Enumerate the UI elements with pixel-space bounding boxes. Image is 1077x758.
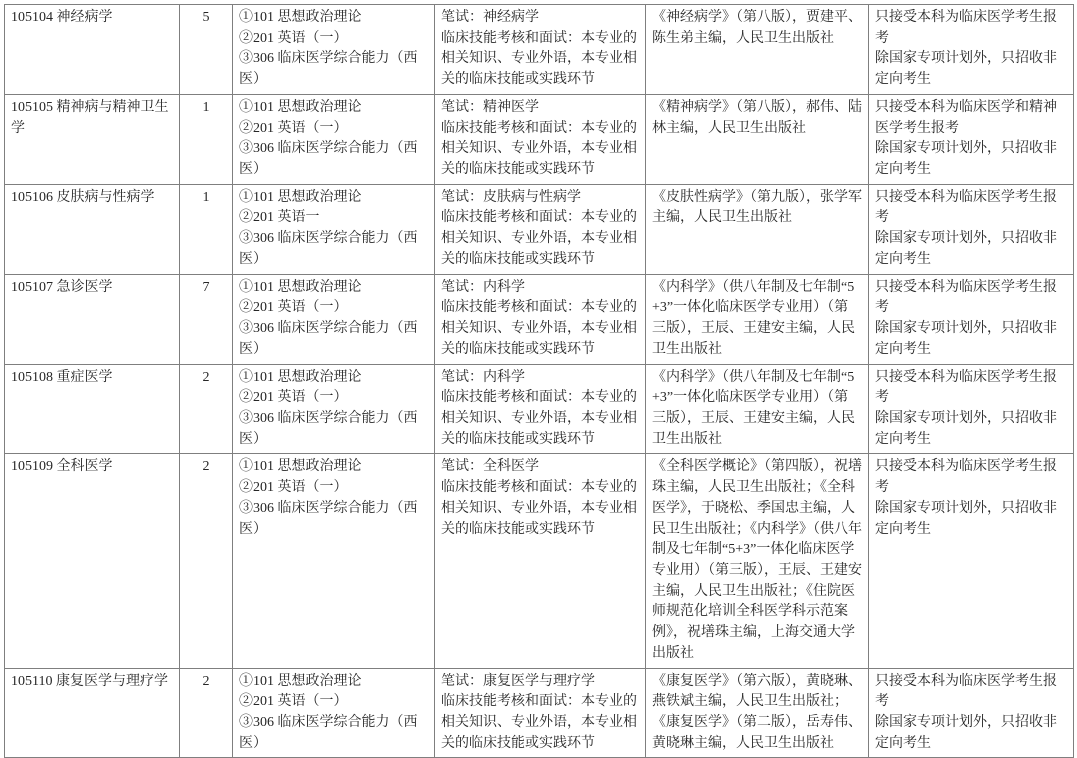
subject-item: ③306 临床医学综合能力（西医） [239,500,418,537]
written-exam: 笔试：内科学 [441,369,525,385]
remark-line: 只接受本科为临床医学和精神医学考生报考 [875,99,1057,136]
specialty-code-name: 105104 神经病学 [11,10,113,25]
specialty-code-name: 105105 精神病与精神卫生学 [11,99,169,136]
exam-cell [435,364,646,454]
specialty-cell [5,454,180,668]
subjects-cell [233,274,435,364]
subject-item: ①101 思想政治理论 [239,99,362,115]
books-cell [646,454,869,668]
remark-line: 除国家专项计划外，只招收非定向考生 [875,141,1057,178]
specialty-cell [5,668,180,758]
quota-cell [180,668,233,758]
exam-cell [435,5,646,95]
quota-cell [180,94,233,184]
subject-item: ②201 英语（一） [239,120,348,136]
remarks-cell [869,94,1074,184]
table-row [5,668,1074,758]
written-exam: 笔试：内科学 [441,279,525,295]
skills-exam: 临床技能考核和面试：本专业的相关知识、专业外语，本专业相关的临床技能或实践环节 [441,390,637,447]
reference-books: 《皮肤性病学》（第九版），张学军主编，人民卫生出版社 [652,189,862,226]
remarks-cell [869,184,1074,274]
subject-item: ①101 思想政治理论 [239,369,362,385]
subject-item: ③306 临床医学综合能力（西医） [239,715,418,751]
quota-value: 2 [202,369,210,385]
subjects-cell [233,668,435,758]
reference-books: 《精神病学》（第八版），郝伟、陆林主编，人民卫生出版社 [652,99,862,136]
quota-value: 2 [202,459,210,475]
remarks-cell [869,5,1074,95]
reference-books: 《内科学》（供八年制及七年制“5+3”一体化临床医学专业用）（第三版），王辰、王建安主编，人民卫生出版社 [652,369,855,447]
remark-line: 只接受本科为临床医学考生报考 [875,369,1057,406]
subject-item: ②201 英语（一） [239,300,348,316]
admissions-table [4,4,1074,758]
remarks-cell [869,364,1074,454]
table-row [5,364,1074,454]
remark-line: 除国家专项计划外，只招收非定向考生 [875,715,1057,751]
subjects-cell [233,364,435,454]
subjects-cell [233,184,435,274]
subject-item: ②201 英语（一） [239,30,348,46]
quota-cell [180,454,233,668]
remarks-cell [869,274,1074,364]
subject-item: ①101 思想政治理论 [239,279,362,295]
remark-line: 只接受本科为临床医学考生报考 [875,279,1057,316]
books-cell [646,184,869,274]
remark-line: 除国家专项计划外，只招收非定向考生 [875,231,1057,267]
subject-item: ③306 临床医学综合能力（西医） [239,141,418,178]
quota-value: 5 [202,10,210,25]
remark-line: 除国家专项计划外，只招收非定向考生 [875,321,1057,357]
specialty-cell [5,364,180,454]
subject-item: ③306 临床医学综合能力（西医） [239,51,418,88]
skills-exam: 临床技能考核和面试：本专业的相关知识、专业外语，本专业相关的临床技能或实践环节 [441,694,637,751]
specialty-cell [5,94,180,184]
remark-line: 除国家专项计划外，只招收非定向考生 [875,500,1057,537]
subject-item: ③306 临床医学综合能力（西医） [239,410,418,447]
table-row [5,454,1074,668]
skills-exam: 临床技能考核和面试：本专业的相关知识、专业外语，本专业相关的临床技能或实践环节 [441,480,637,537]
remarks-cell [869,668,1074,758]
table-row [5,94,1074,184]
specialty-cell [5,5,180,95]
table-row [5,5,1074,95]
quota-value: 7 [202,279,210,295]
subject-item: ②201 英语（一） [239,694,348,710]
quota-cell [180,364,233,454]
written-exam: 笔试：精神医学 [441,99,539,115]
table-row [5,184,1074,274]
subject-item: ①101 思想政治理论 [239,459,362,475]
remarks-cell [869,454,1074,668]
remark-line: 只接受本科为临床医学考生报考 [875,189,1057,226]
exam-cell [435,454,646,668]
written-exam: 笔试：全科医学 [441,459,539,475]
reference-books: 《内科学》（供八年制及七年制“5+3”一体化临床医学专业用）（第三版），王辰、王建安主编，人民卫生出版社 [652,279,855,357]
remark-line: 只接受本科为临床医学考生报考 [875,459,1057,496]
reference-books: 《神经病学》（第八版），贾建平、陈生弟主编，人民卫生出版社 [652,10,862,46]
exam-cell [435,274,646,364]
subject-item: ③306 临床医学综合能力（西医） [239,231,418,267]
subject-item: ③306 临床医学综合能力（西医） [239,321,418,357]
skills-exam: 临床技能考核和面试：本专业的相关知识、专业外语，本专业相关的临床技能或实践环节 [441,120,637,178]
specialty-cell [5,274,180,364]
reference-books: 《全科医学概论》（第四版），祝墡珠主编，人民卫生出版社；《全科医学》，于晓松、季国忠主编，人民卫生出版社；《内科学》（供八年制及七年制“5+3”一体化临床医学专业用）（第三版），王辰、王建安主编，人民卫生出版社；《住院医师规范化培训全科医学科示范案例》，祝墡珠主编，上海交通大学出版社 [652,459,862,661]
exam-cell [435,184,646,274]
remark-line: 只接受本科为临床医学考生报考 [875,10,1057,46]
skills-exam: 临床技能考核和面试：本专业的相关知识、专业外语，本专业相关的临床技能或实践环节 [441,30,637,88]
subjects-cell [233,5,435,95]
quota-value: 2 [202,673,210,689]
written-exam: 笔试：神经病学 [441,10,539,25]
remark-line: 只接受本科为临床医学考生报考 [875,673,1057,710]
subject-item: ②201 英语（一） [239,390,348,406]
subject-item: ①101 思想政治理论 [239,673,362,689]
subjects-cell [233,94,435,184]
skills-exam: 临床技能考核和面试：本专业的相关知识、专业外语，本专业相关的临床技能或实践环节 [441,210,637,267]
specialty-code-name: 105106 皮肤病与性病学 [11,189,155,205]
remark-line: 除国家专项计划外，只招收非定向考生 [875,410,1057,447]
reference-books: 《康复医学》（第六版），黄晓琳、燕铁斌主编，人民卫生出版社；《康复医学》（第二版），岳寿伟、黄晓琳主编，人民卫生出版社 [652,673,862,751]
subject-item: ②201 英语（一） [239,480,348,496]
quota-value: 1 [202,99,210,115]
books-cell [646,364,869,454]
subject-item: ①101 思想政治理论 [239,189,362,205]
specialty-cell [5,184,180,274]
subject-item: ①101 思想政治理论 [239,10,362,25]
specialty-code-name: 105109 全科医学 [11,459,113,475]
written-exam: 笔试：皮肤病与性病学 [441,189,581,205]
remark-line: 除国家专项计划外，只招收非定向考生 [875,51,1057,88]
specialty-code-name: 105108 重症医学 [11,369,113,385]
subject-item: ②201 英语一 [239,210,320,226]
specialty-code-name: 105110 康复医学与理疗学 [11,673,168,689]
table-row [5,274,1074,364]
quota-cell [180,274,233,364]
exam-cell [435,94,646,184]
exam-cell [435,668,646,758]
quota-value: 1 [202,189,210,205]
quota-cell [180,184,233,274]
books-cell [646,274,869,364]
written-exam: 笔试：康复医学与理疗学 [441,673,595,689]
specialty-code-name: 105107 急诊医学 [11,279,113,295]
quota-cell [180,5,233,95]
books-cell [646,5,869,95]
skills-exam: 临床技能考核和面试：本专业的相关知识、专业外语，本专业相关的临床技能或实践环节 [441,300,637,357]
books-cell [646,94,869,184]
subjects-cell [233,454,435,668]
books-cell [646,668,869,758]
